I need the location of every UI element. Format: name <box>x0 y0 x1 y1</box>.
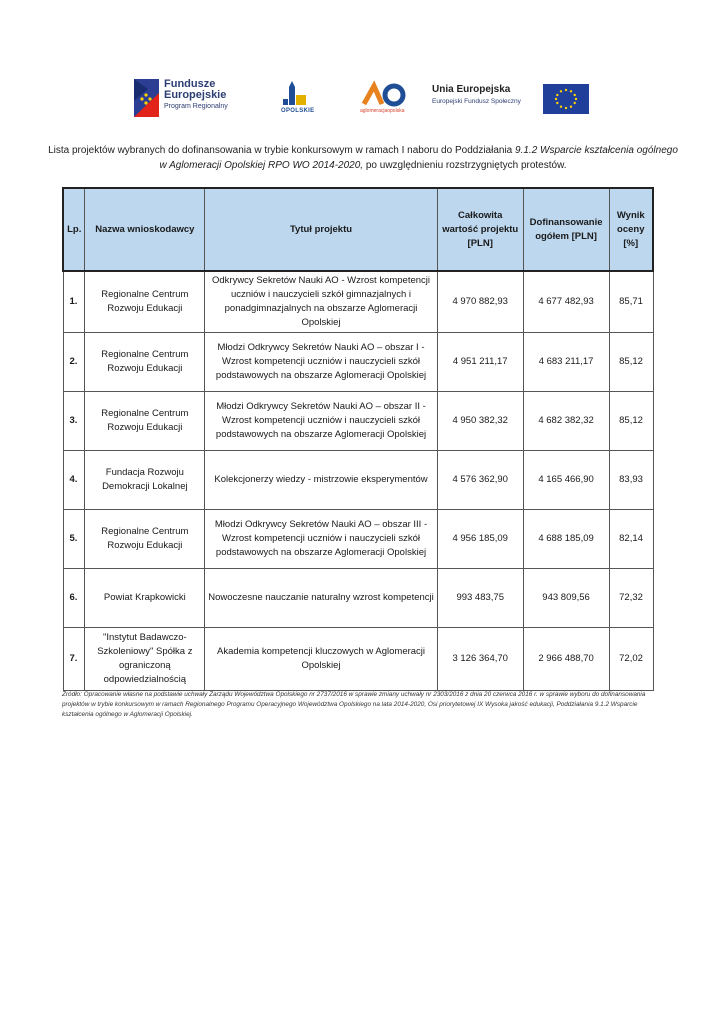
cell-applicant: Powiat Krapkowicki <box>85 569 205 628</box>
logo-bar <box>134 76 590 120</box>
cell-lp: 7. <box>63 628 85 691</box>
fe-line3: Program Regionalny <box>164 103 228 110</box>
ue-line2: Europejski Fundusz Społeczny <box>432 98 521 105</box>
cell-lp: 3. <box>63 392 85 451</box>
table-row <box>63 392 653 451</box>
cell-total: 3 126 364,70 <box>437 628 523 691</box>
header-total: Całkowita wartość projektu [PLN] <box>437 188 523 271</box>
cell-funding: 4 165 466,90 <box>523 451 609 510</box>
opolskie-label: OPOLSKIE <box>281 108 315 114</box>
cell-applicant: Fundacja Rozwoju Demokracji Lokalnej <box>85 451 205 510</box>
table-row <box>63 451 653 510</box>
fe-flag-icon <box>134 79 159 117</box>
heading-italic: 9.1.2 Wsparcie kształcenia ogólnego w Aglomeracji Opolskiej RPO WO 2014-2020, <box>159 145 678 171</box>
table-row <box>63 333 653 392</box>
cell-total: 4 970 882,93 <box>437 271 523 333</box>
table-header-row <box>63 188 653 271</box>
cell-title: Akademia kompetencji kluczowych w Aglomeracji Opolskiej <box>205 628 438 691</box>
projects-table <box>62 187 654 691</box>
cell-title: Kolekcjonerzy wiedzy - mistrzowie eksperymentów <box>205 451 438 510</box>
cell-title: Odkrywcy Sekretów Nauki AO - Wzrost kompetencji uczniów i nauczycieli szkół gimnazjalnych i ponadgimnazjalnych na obszarze Aglomeracji Opolskiej <box>205 271 438 333</box>
cell-lp: 2. <box>63 333 85 392</box>
cell-lp: 5. <box>63 510 85 569</box>
cell-total: 4 950 382,32 <box>437 392 523 451</box>
cell-title: Nowoczesne nauczanie naturalny wzrost kompetencji <box>205 569 438 628</box>
header-lp: Lp. <box>63 188 85 271</box>
header-funding: Dofinansowanie ogółem [PLN] <box>523 188 609 271</box>
cell-total: 4 951 211,17 <box>437 333 523 392</box>
ue-line1: Unia Europejska <box>432 84 511 95</box>
cell-score: 85,71 <box>609 271 653 333</box>
cell-applicant: Regionalne Centrum Rozwoju Edukacji <box>85 271 205 333</box>
cell-score: 85,12 <box>609 392 653 451</box>
cell-score: 85,12 <box>609 333 653 392</box>
opolskie-logo <box>275 81 321 119</box>
cell-funding: 4 688 185,09 <box>523 510 609 569</box>
aglomeracja-opolska-logo <box>360 80 410 118</box>
header-score: Wynik oceny [%] <box>609 188 653 271</box>
cell-lp: 1. <box>63 271 85 333</box>
table-row <box>63 628 653 691</box>
table-row <box>63 569 653 628</box>
cell-lp: 4. <box>63 451 85 510</box>
cell-score: 72,02 <box>609 628 653 691</box>
cell-title: Młodzi Odkrywcy Sekretów Nauki AO – obszar III - Wzrost kompetencji uczniów i nauczycieli szkół podstawowych na obszarze Aglomeracji Opolskiej <box>205 510 438 569</box>
table-row <box>63 271 653 333</box>
fe-line1: Fundusze <box>164 78 216 90</box>
cell-total: 993 483,75 <box>437 569 523 628</box>
cell-applicant: "Instytut Badawczo-Szkoleniowy" Spółka z ograniczoną odpowiedzialnością <box>85 628 205 691</box>
heading-part1: Lista projektów wybranych do dofinansowania w trybie konkursowym w ramach I naboru do Poddziałania <box>48 145 516 156</box>
cell-funding: 2 966 488,70 <box>523 628 609 691</box>
cell-total: 4 576 362,90 <box>437 451 523 510</box>
source-note: Źródło: Opracowanie własne na podstawie uchwały Zarządu Województwa Opolskiego nr 2737/2016 w sprawie zmiany uchwały nr 2303/2016 z dnia 20 czerwca 2016 r. w sprawie wyboru do dofinansowania projektów w trybie konkursowym w ramach Regionalnego Programu Operacyjnego Województwa Opolskiego na lata 2014-2020, Osi priorytetowej IX Wysoka jakość edukacji, Poddziałania 9.1.2 Wsparcie kształcenia ogólnego w Aglomeracji Opolskiej. <box>62 691 646 718</box>
cell-funding: 4 677 482,93 <box>523 271 609 333</box>
cell-score: 82,14 <box>609 510 653 569</box>
fe-line2: Europejskie <box>164 89 227 101</box>
cell-title: Młodzi Odkrywcy Sekretów Nauki AO – obszar II - Wzrost kompetencji uczniów i nauczycieli szkół podstawowych na obszarze Aglomeracji Opolskiej <box>205 392 438 451</box>
cell-title: Młodzi Odkrywcy Sekretów Nauki AO – obszar I - Wzrost kompetencji uczniów i nauczycieli szkół podstawowych na obszarze Aglomeracji Opolskiej <box>205 333 438 392</box>
unia-europejska-text <box>432 84 544 114</box>
cell-applicant: Regionalne Centrum Rozwoju Edukacji <box>85 510 205 569</box>
cell-applicant: Regionalne Centrum Rozwoju Edukacji <box>85 333 205 392</box>
ao-mark-icon <box>360 80 410 108</box>
fundusze-europejskie-logo <box>134 79 239 117</box>
cell-lp: 6. <box>63 569 85 628</box>
cell-funding: 4 682 382,32 <box>523 392 609 451</box>
ao-label: aglomeracjaopolska <box>360 108 405 114</box>
opolskie-tower-icon <box>275 81 321 109</box>
header-title: Tytuł projektu <box>205 188 438 271</box>
cell-score: 72,32 <box>609 569 653 628</box>
table-row <box>63 510 653 569</box>
page-title <box>48 143 678 173</box>
heading-part2: po uwzględnieniu rozstrzygniętych protestów. <box>363 160 567 171</box>
eu-flag-icon <box>543 84 589 114</box>
cell-total: 4 956 185,09 <box>437 510 523 569</box>
cell-score: 83,93 <box>609 451 653 510</box>
cell-applicant: Regionalne Centrum Rozwoju Edukacji <box>85 392 205 451</box>
cell-funding: 4 683 211,17 <box>523 333 609 392</box>
header-applicant: Nazwa wnioskodawcy <box>85 188 205 271</box>
cell-funding: 943 809,56 <box>523 569 609 628</box>
